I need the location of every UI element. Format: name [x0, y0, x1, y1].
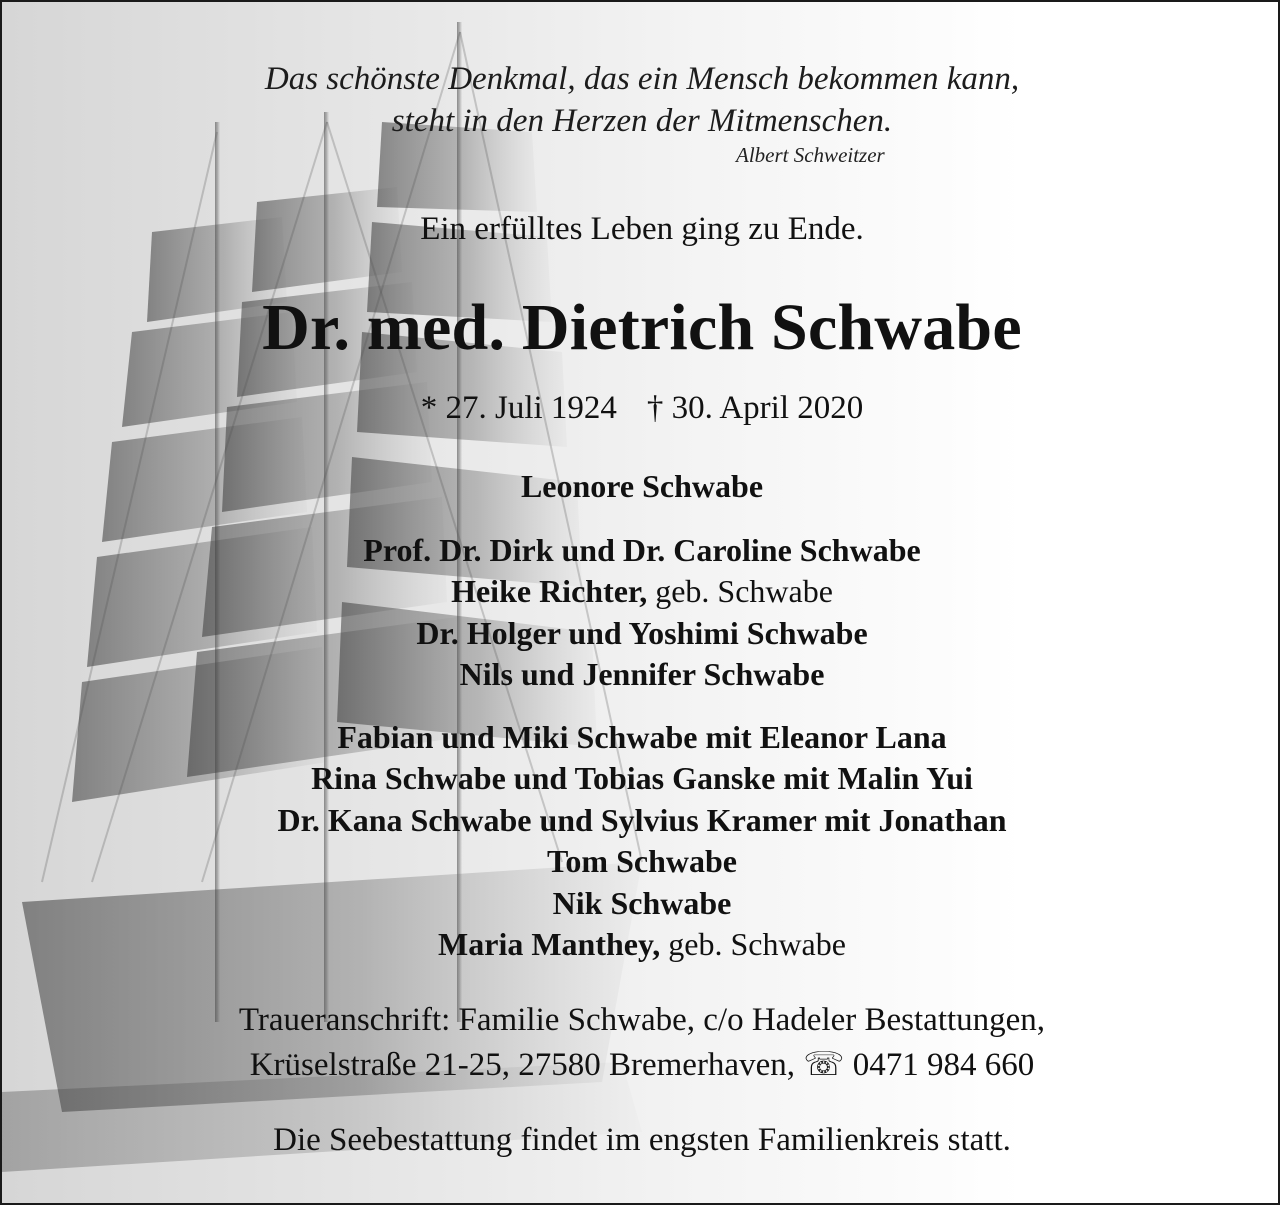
- family-line: Maria Manthey, geb. Schwabe: [438, 926, 846, 962]
- quote-line-1: Das schönste Denkmal, das ein Mensch bekommen kann,: [264, 61, 1020, 97]
- birth-date: * 27. Juli 1924: [420, 390, 617, 426]
- family-line: Heike Richter, geb. Schwabe: [451, 573, 833, 609]
- mourning-address-line-1: Traueranschrift: Familie Schwabe, c/o Hadeler Bestattungen,: [238, 1002, 1046, 1038]
- phone-number: 0471 984 660: [844, 1047, 1035, 1083]
- death-date: † 30. April 2020: [646, 390, 864, 426]
- quote-line-2: steht in den Herzen der Mitmenschen.: [391, 103, 893, 139]
- family-line: Fabian und Miki Schwabe mit Eleanor Lana: [337, 719, 947, 755]
- quote-author: Albert Schweitzer: [736, 143, 885, 167]
- mourning-address-line-2: Krüselstraße 21-25, 27580 Bremerhaven, ☏ 0471 984 660: [249, 1047, 1035, 1083]
- family-line: Tom Schwabe: [547, 843, 737, 879]
- family-line: Dr. Holger und Yoshimi Schwabe: [416, 615, 868, 651]
- burial-note: Die Seebestattung findet im engsten Familienkreis statt.: [273, 1122, 1011, 1158]
- family-line: Prof. Dr. Dirk und Dr. Caroline Schwabe: [363, 532, 921, 568]
- obituary-content: [2, 2, 1280, 1205]
- family-line: Dr. Kana Schwabe und Sylvius Kramer mit Jonathan: [277, 802, 1007, 838]
- family-line: Nils und Jennifer Schwabe: [459, 656, 825, 692]
- deceased-name: Dr. med. Dietrich Schwabe: [262, 291, 1022, 364]
- intro-line: Ein erfülltes Leben ging zu Ende.: [420, 211, 864, 247]
- life-dates: [2, 390, 1280, 427]
- telephone-icon: ☏: [803, 1047, 845, 1083]
- family-line: Rina Schwabe und Tobias Ganske mit Malin Yui: [311, 760, 973, 796]
- family-line: Nik Schwabe: [552, 885, 732, 921]
- spouse-name: Leonore Schwabe: [520, 468, 764, 504]
